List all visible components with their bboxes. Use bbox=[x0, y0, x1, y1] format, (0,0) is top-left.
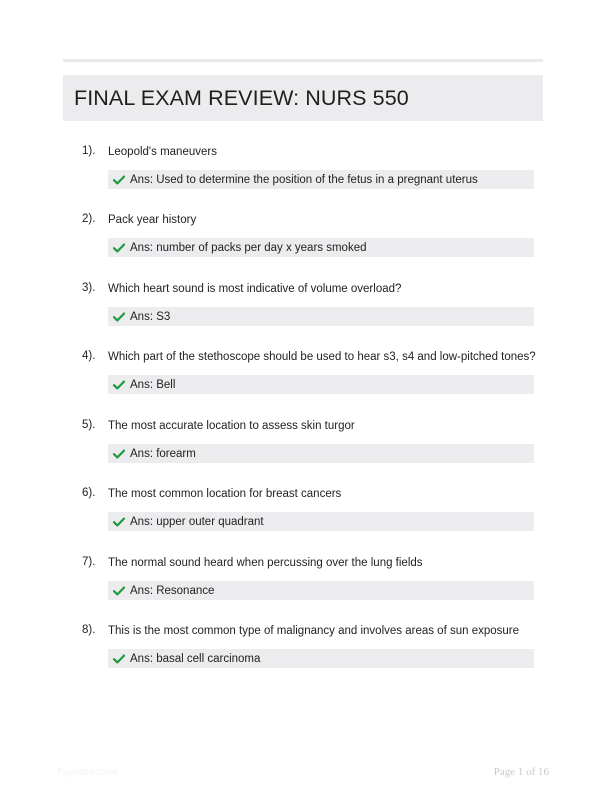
checkmark-icon bbox=[113, 586, 125, 596]
answer-box bbox=[108, 444, 534, 463]
top-divider bbox=[63, 59, 543, 62]
question-item bbox=[0, 145, 606, 205]
question-text: The normal sound heard when percussing over the lung fields bbox=[108, 557, 423, 569]
question-text: This is the most common type of malignancy and involves areas of sun exposure bbox=[108, 625, 520, 637]
page-indicator: Page 1 of 16 bbox=[493, 766, 549, 778]
question-text: Which part of the stethoscope should be used to hear s3, s4 and low-pitched tones? bbox=[108, 351, 536, 363]
question-number: 4). bbox=[82, 350, 96, 362]
checkmark-icon bbox=[113, 654, 125, 664]
answer-text: Ans: S3 bbox=[130, 310, 171, 323]
question-item bbox=[0, 624, 606, 684]
page-title: FINAL EXAM REVIEW: NURS 550 bbox=[74, 85, 409, 110]
answer-text: Ans: Bell bbox=[130, 378, 176, 391]
question-item bbox=[0, 282, 606, 342]
answer-box bbox=[108, 238, 534, 257]
question-text: The most accurate location to assess skin turgor bbox=[108, 420, 355, 432]
checkmark-icon bbox=[113, 380, 125, 390]
footer-watermark: Papertiblc.com bbox=[57, 767, 118, 778]
checkmark-icon bbox=[113, 175, 125, 185]
question-text: The most common location for breast cancers bbox=[108, 488, 342, 500]
answer-box bbox=[108, 649, 534, 668]
question-number: 8). bbox=[82, 624, 96, 636]
answer-box bbox=[108, 581, 534, 600]
question-item bbox=[0, 487, 606, 547]
question-item bbox=[0, 213, 606, 273]
answer-text: Ans: basal cell carcinoma bbox=[130, 652, 261, 665]
question-number: 7). bbox=[82, 556, 96, 568]
question-number: 1). bbox=[82, 145, 96, 157]
answer-text: Ans: number of packs per day x years smoked bbox=[130, 241, 367, 254]
question-item bbox=[0, 556, 606, 616]
checkmark-icon bbox=[113, 517, 125, 527]
question-number: 2). bbox=[82, 213, 96, 225]
answer-box bbox=[108, 375, 534, 394]
answer-text: Ans: upper outer quadrant bbox=[130, 515, 264, 528]
answer-text: Ans: Used to determine the position of the fetus in a pregnant uterus bbox=[130, 173, 478, 186]
answer-text: Ans: Resonance bbox=[130, 584, 215, 597]
question-text: Leopold's maneuvers bbox=[108, 146, 217, 158]
question-text: Pack year history bbox=[108, 214, 197, 226]
answer-box bbox=[108, 170, 534, 189]
question-item bbox=[0, 419, 606, 479]
title-banner bbox=[63, 75, 543, 121]
checkmark-icon bbox=[113, 449, 125, 459]
question-number: 6). bbox=[82, 487, 96, 499]
question-number: 3). bbox=[82, 282, 96, 294]
checkmark-icon bbox=[113, 243, 125, 253]
question-text: Which heart sound is most indicative of volume overload? bbox=[108, 283, 402, 295]
checkmark-icon bbox=[113, 312, 125, 322]
answer-box bbox=[108, 307, 534, 326]
question-number: 5). bbox=[82, 419, 96, 431]
answer-text: Ans: forearm bbox=[130, 447, 196, 460]
answer-box bbox=[108, 512, 534, 531]
question-item bbox=[0, 350, 606, 410]
